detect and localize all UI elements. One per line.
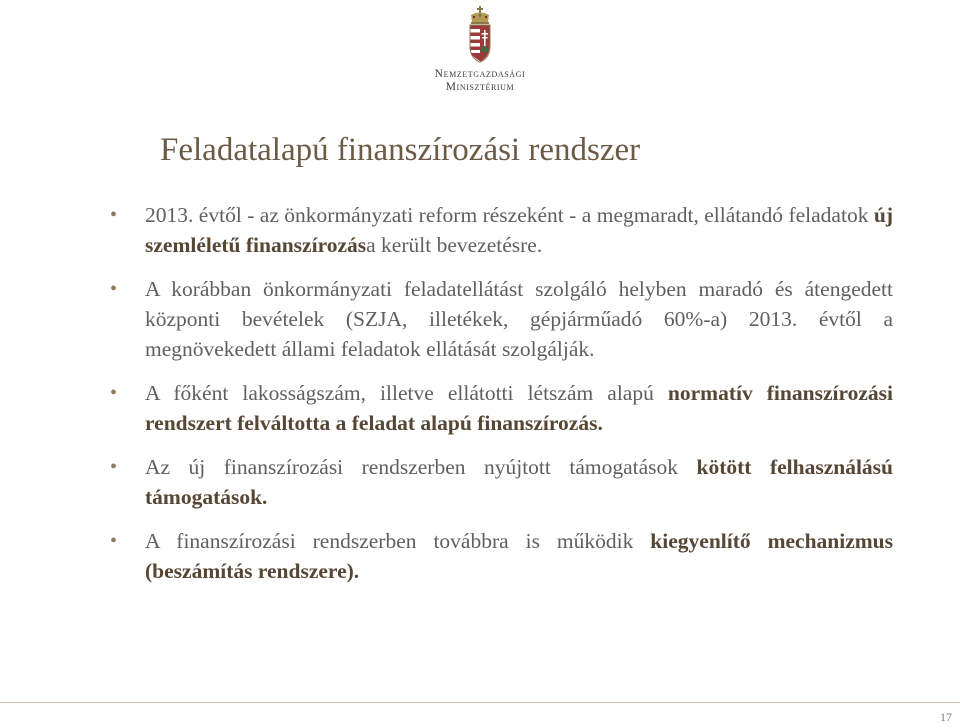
bullet-text-bold: új szemléletű finanszírozás [145,203,893,257]
bullet-text-bold: normatív finanszírozási rendszert felváltotta a feladat alapú finanszírozás. [145,381,893,435]
bullet-text: a került bevezetésre. [366,233,543,257]
bullet-text: 2013. évtől - az önkormányzati reform részeként - a megmaradt, ellátandó feladatok [145,203,874,227]
bullet-text-bold: kiegyenlítő mechanizmus (beszámítás rendszere). [145,529,893,583]
bullet-text: A korábban önkormányzati feladatellátást szolgáló helyben maradó és átengedett központi bevételek (SZJA, illetékek, gépjárműadó 60%-a) 2013. évtől a megnövekedett állami feladatok ellátását szolgálják. [145,277,893,361]
ministry-name-line2: Minisztérium [445,81,515,93]
footer-divider [0,702,960,703]
bullet-text-bold: kötött felhasználású támogatások. [145,455,894,509]
bullet-item [110,274,893,364]
bullet-text: Az új finanszírozási rendszerben nyújtott támogatások [145,455,697,479]
coat-of-arms-icon [468,6,492,64]
bullet-item [110,200,893,260]
bullet-list [110,200,893,600]
ministry-name-line1: Nemzetgazdasági [434,68,526,80]
ministry-logo [380,6,580,98]
bullet-text: A főként lakosságszám, illetve ellátotti létszám alapú [145,381,668,405]
slide-title: Feladatalapú finanszírozási rendszer [160,132,641,168]
page-number: 17 [940,710,952,724]
bullet-item [110,526,893,586]
bullet-item [110,452,893,512]
bullet-item [110,378,893,438]
bullet-text: A finanszírozási rendszerben továbbra is működik [145,529,651,553]
